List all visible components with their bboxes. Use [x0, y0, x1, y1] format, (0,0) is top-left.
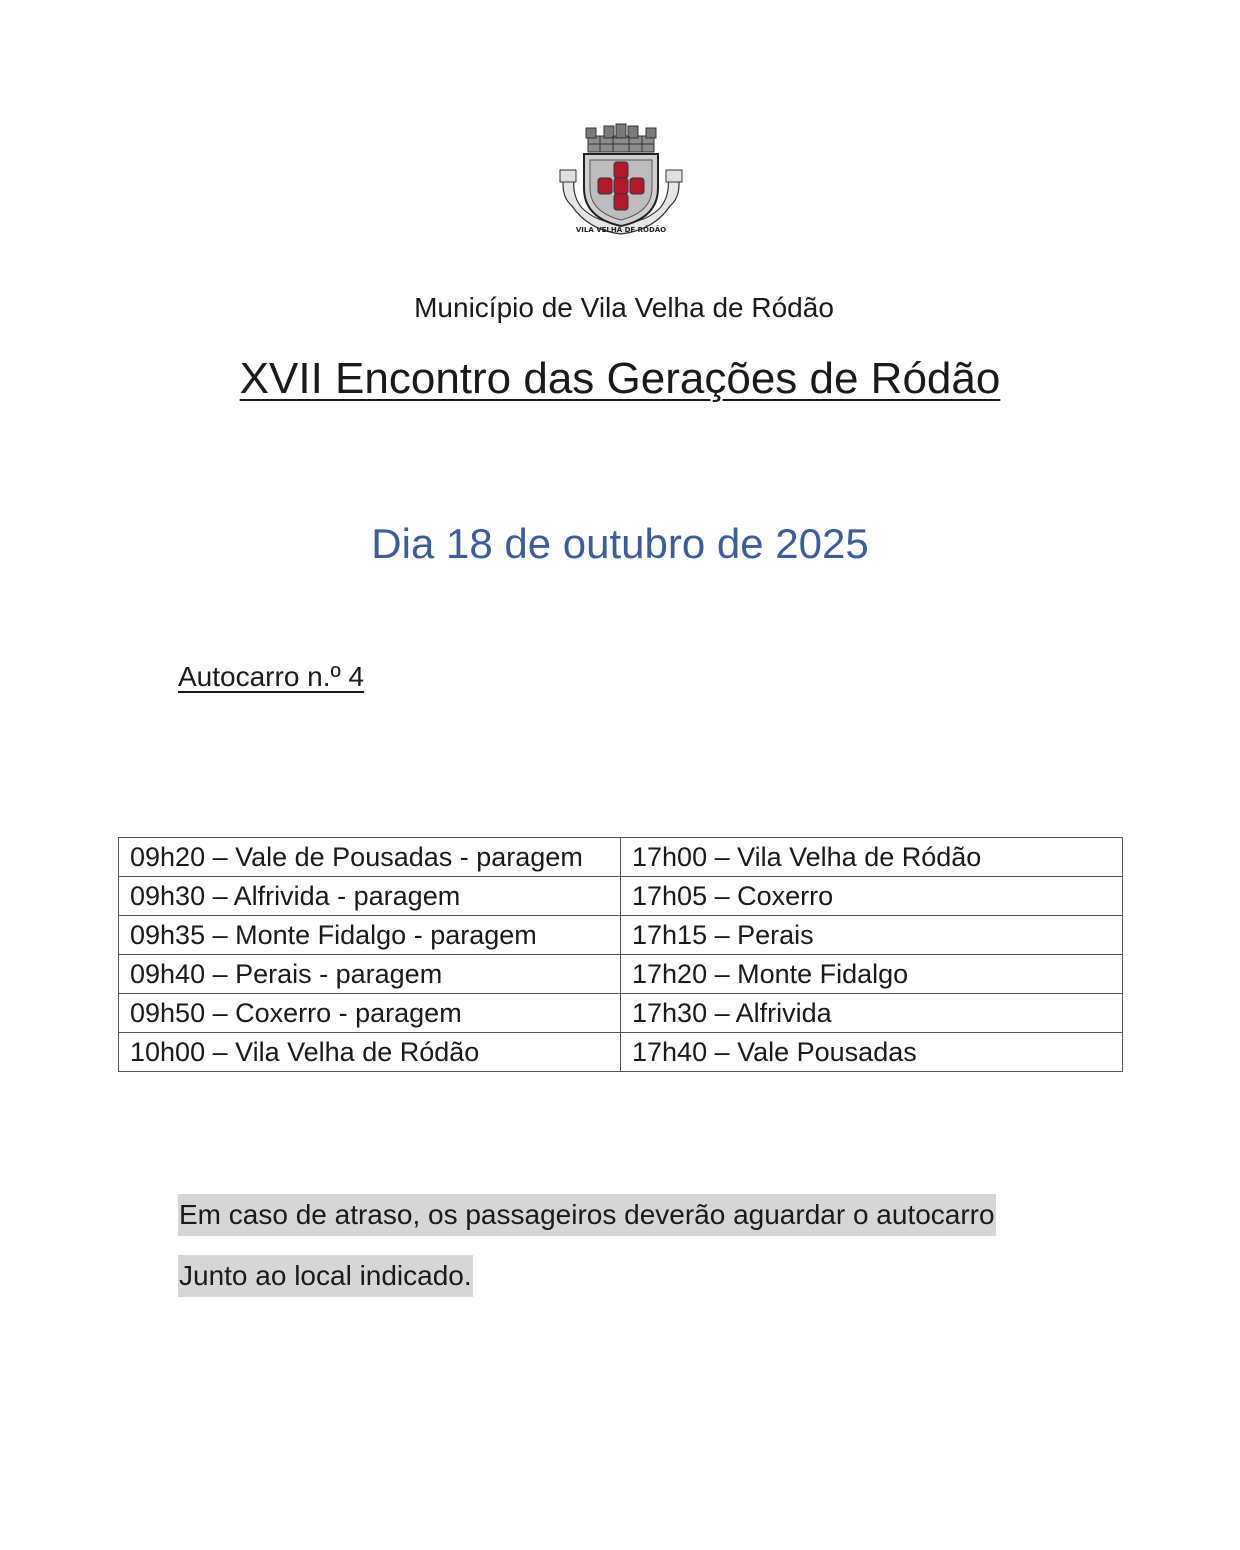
bus-schedule-table	[118, 837, 1123, 1072]
municipal-crest-logo	[558, 122, 684, 240]
table-row	[119, 877, 1123, 916]
return-cell: 17h05 – Coxerro	[621, 877, 1123, 916]
outbound-cell: 09h35 – Monte Fidalgo - paragem	[119, 916, 621, 955]
table-row	[119, 838, 1123, 877]
return-cell: 17h30 – Alfrivida	[621, 994, 1123, 1033]
return-cell: 17h00 – Vila Velha de Ródão	[621, 838, 1123, 877]
event-title	[0, 350, 1240, 408]
municipality-name: Município de Vila Velha de Ródão	[414, 292, 834, 323]
delay-note-line-2: Junto ao local indicado.	[178, 1255, 473, 1297]
outbound-cell: 10h00 – Vila Velha de Ródão	[119, 1033, 621, 1072]
return-cell: 17h15 – Perais	[621, 916, 1123, 955]
outbound-cell: 09h30 – Alfrivida - paragem	[119, 877, 621, 916]
outbound-cell: 09h20 – Vale de Pousadas - paragem	[119, 838, 621, 877]
outbound-cell: 09h40 – Perais - paragem	[119, 955, 621, 994]
return-cell: 17h40 – Vale Pousadas	[621, 1033, 1123, 1072]
table-row	[119, 994, 1123, 1033]
event-title-text: XVII Encontro das Gerações de Ródão	[239, 354, 1001, 403]
bus-number-label: Autocarro n.º 4	[178, 661, 365, 692]
outbound-cell: 09h50 – Coxerro - paragem	[119, 994, 621, 1033]
return-cell: 17h20 – Monte Fidalgo	[621, 955, 1123, 994]
table-row	[119, 1033, 1123, 1072]
delay-note-line-1: Em caso de atraso, os passageiros deverão aguardar o autocarro	[178, 1194, 996, 1236]
table-row	[119, 916, 1123, 955]
crest-caption: VILA VELHA DE RÓDÃO	[575, 226, 667, 234]
table-row	[119, 955, 1123, 994]
event-date: Dia 18 de outubro de 2025	[371, 520, 869, 567]
